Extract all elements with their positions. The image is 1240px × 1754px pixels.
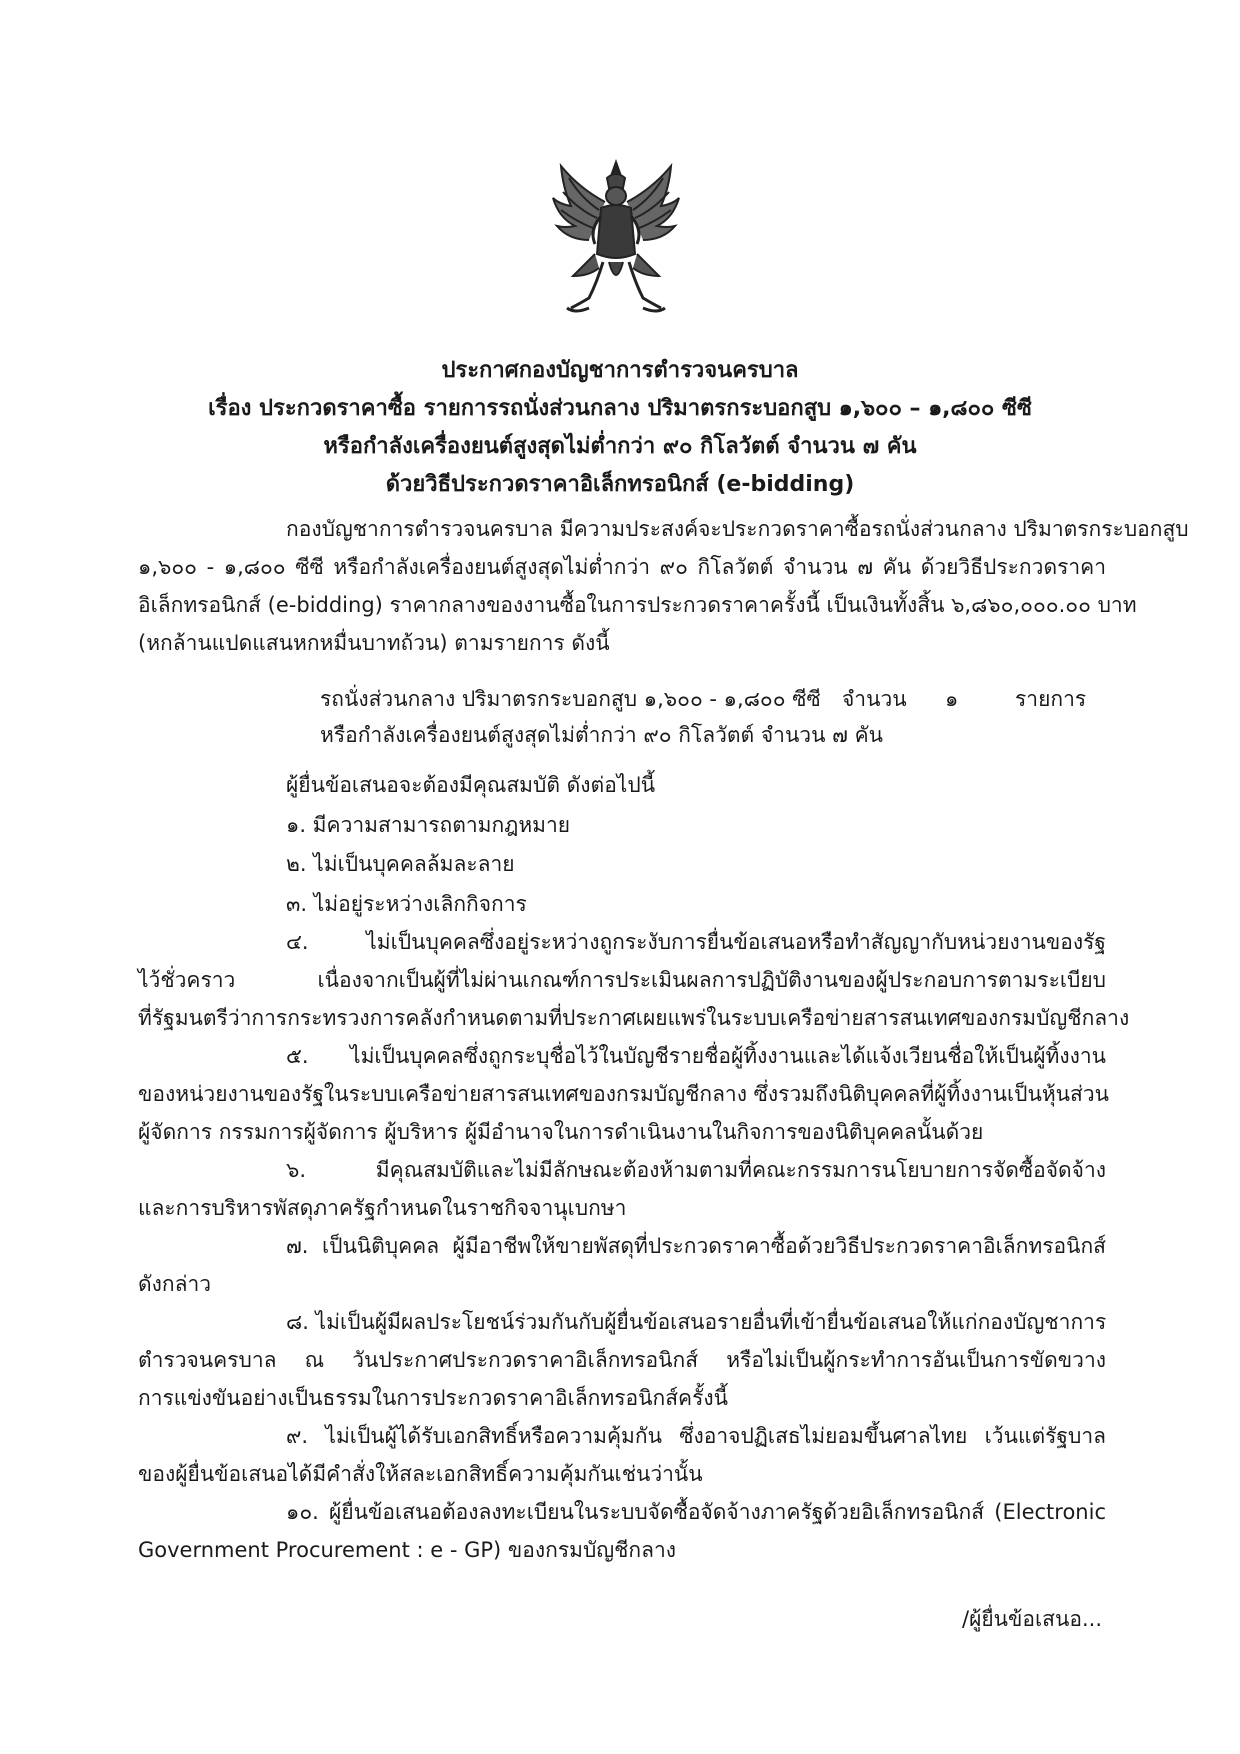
qualification-5-line-1: ๕. ไม่เป็นบุคคลซึ่งถูกระบุชื่อไว้ในบัญชีรายชื่อผู้ทิ้งงานและได้แจ้งเวียนชื่อให้เป็นผู้ทิ้งงาน <box>286 1044 1106 1068</box>
garuda-emblem-icon <box>549 158 683 318</box>
intro-line-4: (หกล้านแปดแสนหกหมื่นบาทถ้วน) ตามรายการ ดังนี้ <box>138 631 610 655</box>
qualification-5-line-3: ผู้จัดการ กรรมการผู้จัดการ ผู้บริหาร ผู้มีอำนาจในการดำเนินงานในกิจการของนิติบุคคลนั้นด้วย <box>138 1120 984 1144</box>
intro-line-3: อิเล็กทรอนิกส์ (e-bidding) ราคากลางของงานซื้อในการประกวดราคาครั้งนี้ เป็นเงินทั้งสิ้น ๖,๘๖๐,๐๐๐.๐๐ บาท <box>138 593 1137 617</box>
qualification-2: ๒. ไม่เป็นบุคคลล้มละลาย <box>286 852 515 876</box>
qualification-4-line-1: ๔. ไม่เป็นบุคคลซึ่งอยู่ระหว่างถูกระงับการยื่นข้อเสนอหรือทำสัญญากับหน่วยงานของรัฐ <box>286 930 1106 954</box>
item-qty-label: จำนวน <box>842 687 907 711</box>
qualification-10-line-2: Government Procurement : e - GP) ของกรมบัญชีกลาง <box>138 1538 677 1562</box>
qualifications-heading: ผู้ยื่นข้อเสนอจะต้องมีคุณสมบัติ ดังต่อไปนี้ <box>286 773 656 797</box>
qualification-10-line-1: ๑๐. ผู้ยื่นข้อเสนอต้องลงทะเบียนในระบบจัดซื้อจัดจ้างภาครัฐด้วยอิเล็กทรอนิกส์ (Electronic <box>286 1500 1106 1524</box>
qualification-4-line-2: ไว้ชั่วคราว เนื่องจากเป็นผู้ที่ไม่ผ่านเกณฑ์การประเมินผลการปฏิบัติงานของผู้ประกอบการตามระเบียบ <box>138 968 1106 992</box>
item-unit: รายการ <box>1015 687 1087 711</box>
title-line-3: หรือกำลังเครื่องยนต์สูงสุดไม่ต่ำกว่า ๙๐ กิโลวัตต์ จำนวน ๗ คัน <box>323 434 917 459</box>
qualification-3: ๓. ไม่อยู่ระหว่างเลิกกิจการ <box>286 892 527 916</box>
qualification-4-line-3: ที่รัฐมนตรีว่าการกระทรวงการคลังกำหนดตามที่ประกาศเผยแพร่ในระบบเครือข่ายสารสนเทศของกรมบัญชีกลาง <box>138 1006 1130 1030</box>
qualification-6-line-2: และการบริหารพัสดุภาครัฐกำหนดในราชกิจจานุเบกษา <box>138 1196 627 1220</box>
title-line-2: เรื่อง ประกวดราคาซื้อ รายการรถนั่งส่วนกลาง ปริมาตรกระบอกสูบ ๑,๖๐๐ – ๑,๘๐๐ ซีซี <box>208 396 1032 421</box>
title-line-4: ด้วยวิธีประกวดราคาอิเล็กทรอนิกส์ (e-bidding) <box>385 472 855 497</box>
item-description-2: หรือกำลังเครื่องยนต์สูงสุดไม่ต่ำกว่า ๙๐ กิโลวัตต์ จำนวน ๗ คัน <box>320 723 883 747</box>
item-description: รถนั่งส่วนกลาง ปริมาตรกระบอกสูบ ๑,๖๐๐ - ๑,๘๐๐ ซีซี <box>320 687 821 711</box>
qualification-5-line-2: ของหน่วยงานของรัฐในระบบเครือข่ายสารสนเทศของกรมบัญชีกลาง ซึ่งรวมถึงนิติบุคคลที่ผู้ทิ้งงานเป็นหุ้นส่วน <box>138 1082 1110 1106</box>
qualification-9-line-1: ๙. ไม่เป็นผู้ได้รับเอกสิทธิ์หรือความคุ้มกัน ซึ่งอาจปฏิเสธไม่ยอมขึ้นศาลไทย เว้นแต่รัฐบาล <box>286 1424 1106 1448</box>
intro-line-2: ๑,๖๐๐ - ๑,๘๐๐ ซีซี หรือกำลังเครื่องยนต์สูงสุดไม่ต่ำกว่า ๙๐ กิโลวัตต์ จำนวน ๗ คัน ด้วยวิธีประกวดราคา <box>138 555 1106 579</box>
qualification-7-line-2: ดังกล่าว <box>138 1272 212 1296</box>
announcement-title <box>120 352 1120 504</box>
qualification-1: ๑. มีความสามารถตามกฎหมาย <box>286 813 571 837</box>
qualification-9-line-2: ของผู้ยื่นข้อเสนอได้มีคำสั่งให้สละเอกสิทธิ์ความคุ้มกันเช่นว่านั้น <box>138 1462 703 1486</box>
page-continuation: /ผู้ยื่นข้อเสนอ... <box>962 1607 1102 1631</box>
title-line-1: ประกาศกองบัญชาการตำรวจนครบาล <box>441 358 799 383</box>
qualification-8-line-3: การแข่งขันอย่างเป็นธรรมในการประกวดราคาอิเล็กทรอนิกส์ครั้งนี้ <box>138 1386 728 1410</box>
qualification-8-line-2: ตำรวจนครบาล ณ วันประกาศประกวดราคาอิเล็กทรอนิกส์ หรือไม่เป็นผู้กระทำการอันเป็นการขัดขวาง <box>138 1348 1106 1372</box>
intro-line-1: กองบัญชาการตำรวจนครบาล มีความประสงค์จะประกวดราคาซื้อรถนั่งส่วนกลาง ปริมาตรกระบอกสูบ <box>286 517 1189 541</box>
item-qty: ๑ <box>945 687 959 711</box>
qualification-6-line-1: ๖. มีคุณสมบัติและไม่มีลักษณะต้องห้ามตามที่คณะกรรมการนโยบายการจัดซื้อจัดจ้าง <box>286 1158 1106 1182</box>
qualification-8-line-1: ๘. ไม่เป็นผู้มีผลประโยชน์ร่วมกันกับผู้ยื่นข้อเสนอรายอื่นที่เข้ายื่นข้อเสนอให้แก่กองบัญชาการ <box>286 1310 1107 1334</box>
qualification-7-line-1: ๗. เป็นนิติบุคคล ผู้มีอาชีพให้ขายพัสดุที่ประกวดราคาซื้อด้วยวิธีประกวดราคาอิเล็กทรอนิกส์ <box>286 1234 1106 1258</box>
